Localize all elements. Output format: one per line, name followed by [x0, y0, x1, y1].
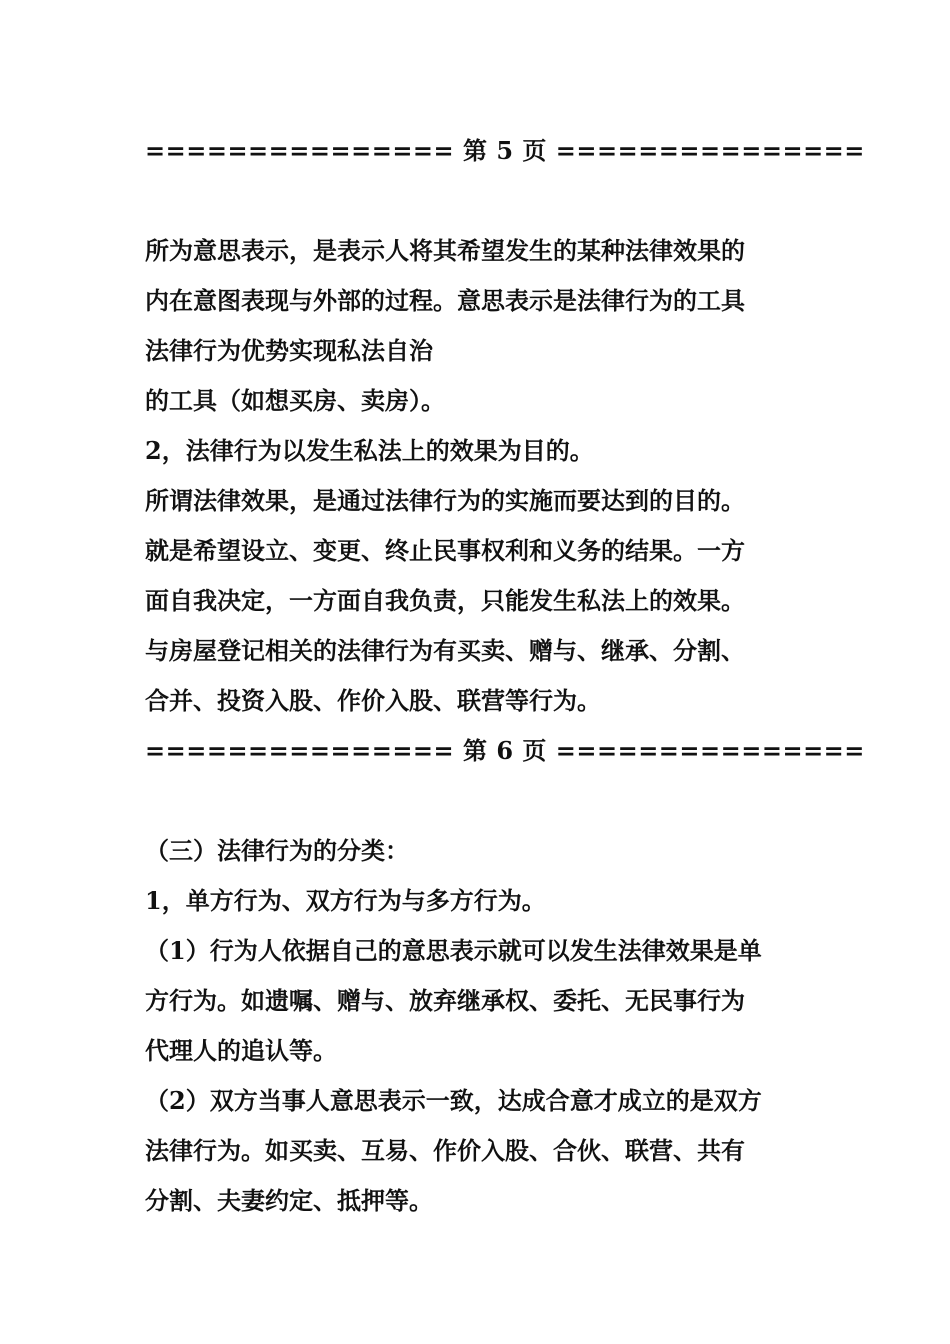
paragraph-line: 所谓法律效果，是通过法律行为的实施而要达到的目的。 [145, 486, 745, 515]
paragraph-line: 的工具（如想买房、卖房）。 [145, 386, 445, 415]
paragraph-line: 就是希望设立、变更、终止民事权利和义务的结果。一方 [145, 536, 745, 565]
section-heading: （三）法律行为的分类： [145, 836, 409, 865]
paragraph-line: 与房屋登记相关的法律行为有买卖、赠与、继承、分割、 [145, 636, 745, 665]
paragraph-line: （1）行为人依据自己的意思表示就可以发生法律效果是单 [145, 936, 762, 965]
paragraph-line: 分割、夫妻约定、抵押等。 [145, 1186, 433, 1215]
paragraph-line: 面自我决定，一方面自我负责，只能发生私法上的效果。 [145, 586, 745, 615]
paragraph-line: 法律行为优势实现私法自治 [145, 336, 433, 365]
paragraph-line: 方行为。如遗嘱、赠与、放弃继承权、委托、无民事行为 [145, 986, 745, 1015]
page-separator-6: =============== 第 6 页 =============== [145, 736, 865, 765]
paragraph-line: 合并、投资入股、作价入股、联营等行为。 [145, 686, 601, 715]
paragraph-line: 所为意思表示，是表示人将其希望发生的某种法律效果的 [145, 236, 745, 265]
paragraph-line: 法律行为。如买卖、互易、作价入股、合伙、联营、共有 [145, 1136, 745, 1165]
paragraph-line: 内在意图表现与外部的过程。意思表示是法律行为的工具 [145, 286, 745, 315]
numbered-heading: 1，单方行为、双方行为与多方行为。 [145, 886, 546, 915]
paragraph-line: 代理人的追认等。 [145, 1036, 337, 1065]
paragraph-line: （2）双方当事人意思表示一致，达成合意才成立的是双方 [145, 1086, 762, 1115]
page-separator-5: =============== 第 5 页 =============== [145, 136, 865, 165]
numbered-heading: 2，法律行为以发生私法上的效果为目的。 [145, 436, 594, 465]
